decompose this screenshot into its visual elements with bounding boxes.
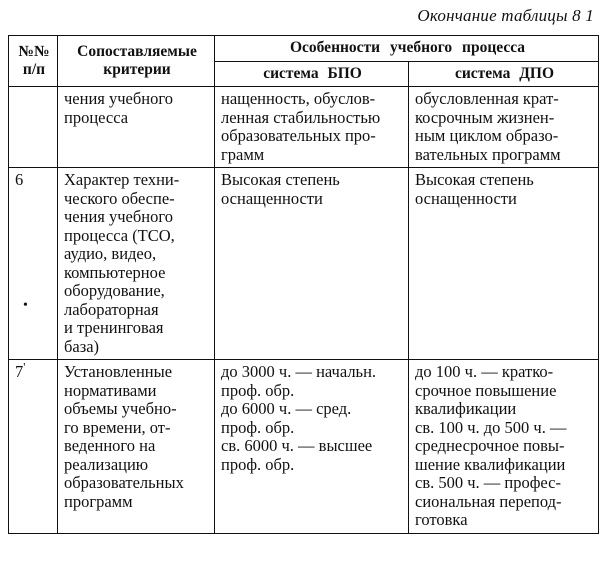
row-num	[9, 360, 58, 534]
comparison-table	[8, 35, 599, 534]
row-num: 6	[9, 168, 58, 360]
row-num	[9, 87, 58, 168]
header-row	[9, 36, 599, 62]
row-bpo: до 3000 ч. — начальн. проф. обр. до 6000 ч. — сред. проф. обр. св. 6000 ч. — высшее проф. обр.	[215, 360, 409, 534]
row-dpo: Высокая степень оснащенности	[409, 168, 599, 360]
table-caption: Окончание таблицы 8 1	[417, 6, 594, 25]
scan-mark: '	[23, 359, 26, 374]
table-row	[9, 168, 599, 360]
row-dpo: обусловленная крат- косрочным жизнен- ным циклом образо- вательных программ	[409, 87, 599, 168]
row-criteria: Характер техни- ческого обеспе- чения учебного процесса (ТСО, аудио, видео, компьютерное оборудование, лабораторная и тренинговая база)	[58, 168, 215, 360]
row-dpo: до 100 ч. — кратко- срочное повышение квалификации св. 100 ч. до 500 ч. — среднесрочное повы- шение квалификации св. 500 ч. — профес- сиональная перепод- готовка	[409, 360, 599, 534]
header-dpo: система ДПО	[409, 61, 599, 87]
header-criteria: Сопоставляемые критерии	[58, 36, 215, 87]
header-group: Особенности учебного процесса	[215, 36, 599, 62]
row-num-text: 7	[15, 362, 24, 381]
header-bpo: система БПО	[215, 61, 409, 87]
header-num: №№ п/п	[9, 36, 58, 87]
scan-dot: •	[23, 298, 28, 313]
row-bpo: Высокая степень оснащенности	[215, 168, 409, 360]
row-bpo: нащенность, обуслов- ленная стабильностью образовательных про- грамм	[215, 87, 409, 168]
row-criteria: Установленные нормативами объемы учебно- го времени, от- веденного на реализацию образовательных программ	[58, 360, 215, 534]
table-row	[9, 87, 599, 168]
row-criteria: чения учебного процесса	[58, 87, 215, 168]
table-row	[9, 360, 599, 534]
